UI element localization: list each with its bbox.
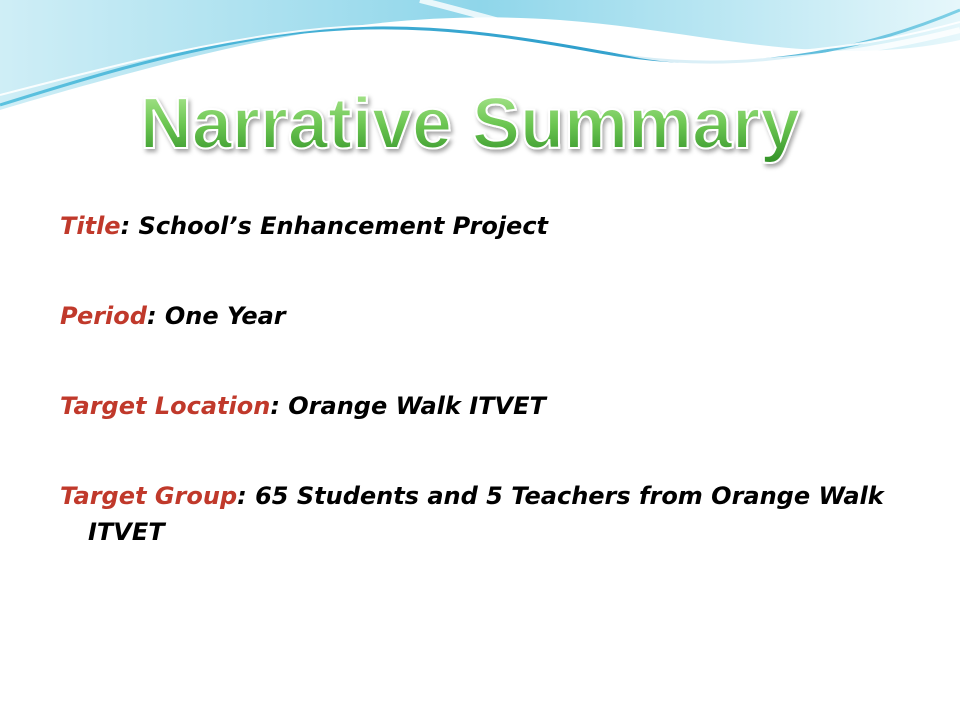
item-separator: :: [146, 302, 165, 330]
item-value: One Year: [164, 302, 286, 330]
item-label: Period: [60, 302, 147, 330]
item-label: Target Location: [60, 392, 271, 420]
item-label: Title: [60, 212, 121, 240]
summary-item-target-location: [60, 388, 920, 424]
summary-item-target-group: [60, 478, 920, 550]
item-value: School’s Enhancement Project: [138, 212, 549, 240]
slide-title: [0, 78, 960, 178]
slide-title-text: Narrative Summary: [139, 84, 801, 164]
item-separator: :: [120, 212, 139, 240]
item-value: Orange Walk ITVET: [288, 392, 546, 420]
summary-item-period: [60, 298, 920, 334]
item-value: 65 Students and 5 Teachers from Orange Walk ITVET: [88, 482, 884, 546]
slide-title-art: [0, 78, 960, 178]
summary-list: [60, 208, 920, 604]
item-separator: :: [270, 392, 289, 420]
summary-item-title: [60, 208, 920, 244]
item-label: Target Group: [60, 482, 238, 510]
item-separator: :: [237, 482, 256, 510]
